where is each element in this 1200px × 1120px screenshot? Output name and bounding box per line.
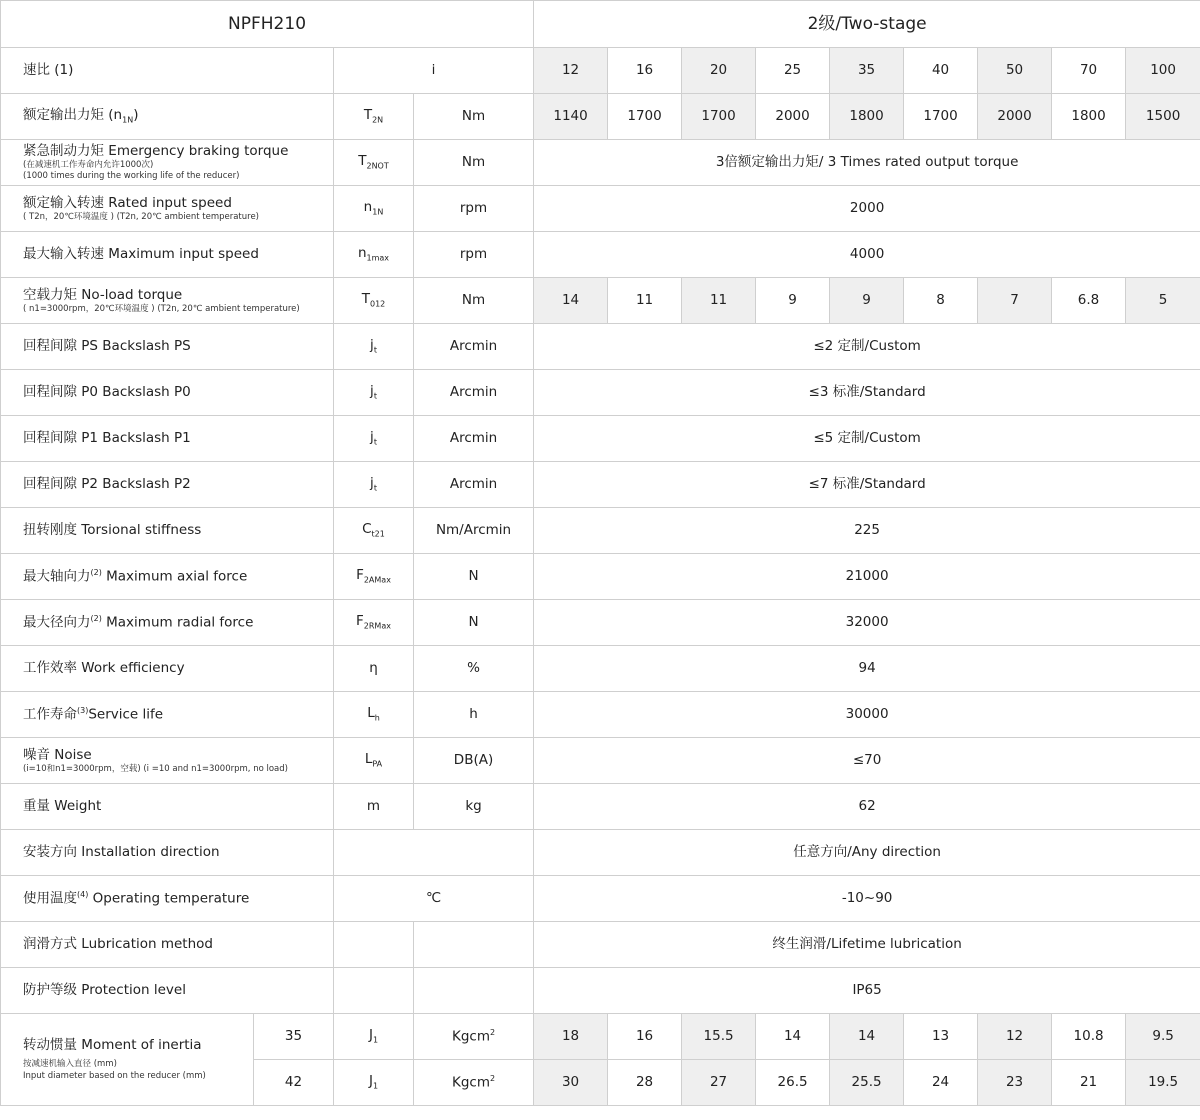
backlash-p0-value: ≤3 标准/Standard	[534, 370, 1200, 416]
ratio-cell: 20	[682, 48, 756, 94]
lubrication-row	[1, 922, 1200, 968]
backlash-ps-symbol: $j_t$	[334, 324, 414, 370]
stiffness-label: 扭转刚度 Torsional stiffness	[1, 508, 334, 554]
noload-cell: 5	[1126, 278, 1200, 324]
backlash-ps-row	[1, 324, 1200, 370]
backlash-p0-unit: Arcmin	[414, 370, 534, 416]
temperature-value: -10~90	[534, 876, 1200, 922]
backlash-p1-symbol: $j_t$	[334, 416, 414, 462]
noload-cell: 9	[756, 278, 830, 324]
noise-row	[1, 738, 1200, 784]
inertia-label: 转动惯量 Moment of inertia 按减速机输入直径 (mm) Input diameter based on the reducer (mm)	[1, 1014, 254, 1106]
inertia-42-cell: 25.5	[830, 1060, 904, 1106]
inertia-35-cell: 13	[904, 1014, 978, 1060]
noload-cell: 6.8	[1052, 278, 1126, 324]
rated-torque-cell: 1800	[1052, 94, 1126, 140]
inertia-35-cell: 18	[534, 1014, 608, 1060]
noise-label: 噪音 Noise (i=10和n1=3000rpm，空载) (i =10 and n1=3000rpm, no load)	[1, 738, 334, 784]
rated-torque-label: 额定输出力矩 $(n_{1N})$	[1, 94, 334, 140]
noise-symbol: $L_{PA}$	[334, 738, 414, 784]
radial-force-label: 最大径向力$^{(2)}$ Maximum radial force	[1, 600, 334, 646]
rated-speed-label: 额定输入转速 Rated input speed ( T2n，20℃环境温度 ) (T2n, 20℃ ambient temperature)	[1, 186, 334, 232]
protection-row	[1, 968, 1200, 1014]
radial-force-row	[1, 600, 1200, 646]
inertia-row-35	[1, 1014, 1200, 1060]
noload-symbol: $T_{012}$	[334, 278, 414, 324]
inertia-42-cell: 27	[682, 1060, 756, 1106]
temperature-unit: ℃	[334, 876, 534, 922]
backlash-p2-row	[1, 462, 1200, 508]
backlash-p2-label: 回程间隙 P2 Backslash P2	[1, 462, 334, 508]
inertia-unit: Kgcm$^2$	[414, 1014, 534, 1060]
ratio-cell: 25	[756, 48, 830, 94]
max-speed-row	[1, 232, 1200, 278]
service-life-unit: h	[414, 692, 534, 738]
emergency-row	[1, 140, 1200, 186]
inertia-unit: Kgcm$^2$	[414, 1060, 534, 1106]
inertia-35-cell: 16	[608, 1014, 682, 1060]
inertia-42-cell: 24	[904, 1060, 978, 1106]
weight-label: 重量 Weight	[1, 784, 334, 830]
emergency-label: 紧急制动力矩 Emergency braking torque (在减速机工作寿命内允许1000次) (1000 times during the working life of the reducer)	[1, 140, 334, 186]
rated-torque-row	[1, 94, 1200, 140]
axial-force-symbol: $F_{2AMax}$	[334, 554, 414, 600]
backlash-p0-label: 回程间隙 P0 Backslash P0	[1, 370, 334, 416]
inertia-symbol: $J_1$	[334, 1014, 414, 1060]
noload-cell: 11	[682, 278, 756, 324]
lubrication-empty-1	[334, 922, 414, 968]
service-life-value: 30000	[534, 692, 1200, 738]
noise-value: ≤70	[534, 738, 1200, 784]
lubrication-label: 润滑方式 Lubrication method	[1, 922, 334, 968]
backlash-ps-unit: Arcmin	[414, 324, 534, 370]
inertia-42-cell: 19.5	[1126, 1060, 1200, 1106]
rated-speed-symbol: $n_{1N}$	[334, 186, 414, 232]
inertia-35-cell: 14	[830, 1014, 904, 1060]
protection-empty-1	[334, 968, 414, 1014]
noload-label: 空载力矩 No-load torque ( n1=3000rpm，20℃环境温度 ) (T2n, 20℃ ambient temperature)	[1, 278, 334, 324]
model-title: NPFH210	[1, 1, 534, 48]
temperature-row	[1, 876, 1200, 922]
service-life-symbol: $L_h$	[334, 692, 414, 738]
axial-force-label: 最大轴向力$^{(2)}$ Maximum axial force	[1, 554, 334, 600]
lubrication-empty-2	[414, 922, 534, 968]
ratio-cell: 16	[608, 48, 682, 94]
inertia-diameter: 35	[254, 1014, 334, 1060]
rated-torque-cell: 1500	[1126, 94, 1200, 140]
rated-torque-cell: 1800	[830, 94, 904, 140]
inertia-42-cell: 21	[1052, 1060, 1126, 1106]
rated-torque-cell: 1700	[682, 94, 756, 140]
rated-torque-cell: 2000	[978, 94, 1052, 140]
installation-label: 安装方向 Installation direction	[1, 830, 334, 876]
noload-cell: 11	[608, 278, 682, 324]
max-speed-unit: rpm	[414, 232, 534, 278]
temperature-label: 使用温度$^{(4)}$ Operating temperature	[1, 876, 334, 922]
inertia-symbol: $J_1$	[334, 1060, 414, 1106]
max-speed-label: 最大输入转速 Maximum input speed	[1, 232, 334, 278]
efficiency-label: 工作效率 Work efficiency	[1, 646, 334, 692]
service-life-row	[1, 692, 1200, 738]
ratio-cell: 12	[534, 48, 608, 94]
header-row	[1, 1, 1200, 48]
service-life-label: 工作寿命$^{(3)}$Service life	[1, 692, 334, 738]
inertia-35-cell: 10.8	[1052, 1014, 1126, 1060]
installation-value: 任意方向/Any direction	[534, 830, 1200, 876]
inertia-35-cell: 12	[978, 1014, 1052, 1060]
backlash-p0-symbol: $j_t$	[334, 370, 414, 416]
stiffness-symbol: $C_{t21}$	[334, 508, 414, 554]
ratio-cell: 50	[978, 48, 1052, 94]
efficiency-unit: %	[414, 646, 534, 692]
ratio-cell: 70	[1052, 48, 1126, 94]
protection-label: 防护等级 Protection level	[1, 968, 334, 1014]
stage-title: 2级/Two-stage	[534, 1, 1200, 48]
rated-torque-cell: 1700	[608, 94, 682, 140]
max-speed-value: 4000	[534, 232, 1200, 278]
backlash-p0-row	[1, 370, 1200, 416]
backlash-p2-unit: Arcmin	[414, 462, 534, 508]
efficiency-value: 94	[534, 646, 1200, 692]
emergency-value: 3倍额定输出力矩/ 3 Times rated output torque	[534, 140, 1200, 186]
noise-unit: DB(A)	[414, 738, 534, 784]
rated-speed-row	[1, 186, 1200, 232]
installation-row	[1, 830, 1200, 876]
backlash-p1-value: ≤5 定制/Custom	[534, 416, 1200, 462]
backlash-ps-value: ≤2 定制/Custom	[534, 324, 1200, 370]
inertia-35-cell: 9.5	[1126, 1014, 1200, 1060]
axial-force-value: 21000	[534, 554, 1200, 600]
weight-symbol: m	[334, 784, 414, 830]
inertia-42-cell: 28	[608, 1060, 682, 1106]
rated-torque-cell: 2000	[756, 94, 830, 140]
inertia-42-cell: 23	[978, 1060, 1052, 1106]
weight-value: 62	[534, 784, 1200, 830]
axial-force-row	[1, 554, 1200, 600]
installation-empty	[334, 830, 534, 876]
ratio-row	[1, 48, 1200, 94]
ratio-cell: 40	[904, 48, 978, 94]
noload-cell: 9	[830, 278, 904, 324]
inertia-35-cell: 15.5	[682, 1014, 756, 1060]
backlash-p2-symbol: $j_t$	[334, 462, 414, 508]
protection-value: IP65	[534, 968, 1200, 1014]
rated-speed-unit: rpm	[414, 186, 534, 232]
ratio-cell: 35	[830, 48, 904, 94]
lubrication-value: 终生润滑/Lifetime lubrication	[534, 922, 1200, 968]
max-speed-symbol: $n_{1max}$	[334, 232, 414, 278]
backlash-ps-label: 回程间隙 PS Backslash PS	[1, 324, 334, 370]
weight-unit: kg	[414, 784, 534, 830]
noload-cell: 7	[978, 278, 1052, 324]
noload-cell: 8	[904, 278, 978, 324]
weight-row	[1, 784, 1200, 830]
ratio-cell: 100	[1126, 48, 1200, 94]
rated-torque-cell: 1140	[534, 94, 608, 140]
rated-torque-unit: Nm	[414, 94, 534, 140]
ratio-label: 速比 (1)	[1, 48, 334, 94]
inertia-42-cell: 26.5	[756, 1060, 830, 1106]
stiffness-value: 225	[534, 508, 1200, 554]
noload-row	[1, 278, 1200, 324]
inertia-35-cell: 14	[756, 1014, 830, 1060]
noload-unit: Nm	[414, 278, 534, 324]
backlash-p1-row	[1, 416, 1200, 462]
protection-empty-2	[414, 968, 534, 1014]
emergency-symbol: $T_{2NOT}$	[334, 140, 414, 186]
efficiency-row	[1, 646, 1200, 692]
rated-speed-value: 2000	[534, 186, 1200, 232]
rated-torque-cell: 1700	[904, 94, 978, 140]
radial-force-value: 32000	[534, 600, 1200, 646]
inertia-diameter: 42	[254, 1060, 334, 1106]
ratio-symbol: i	[334, 48, 534, 94]
rated-torque-symbol: $T_{2N}$	[334, 94, 414, 140]
efficiency-symbol: η	[334, 646, 414, 692]
backlash-p1-unit: Arcmin	[414, 416, 534, 462]
stiffness-unit: Nm/Arcmin	[414, 508, 534, 554]
inertia-42-cell: 30	[534, 1060, 608, 1106]
noload-cell: 14	[534, 278, 608, 324]
backlash-p1-label: 回程间隙 P1 Backslash P1	[1, 416, 334, 462]
stiffness-row	[1, 508, 1200, 554]
emergency-unit: Nm	[414, 140, 534, 186]
backlash-p2-value: ≤7 标准/Standard	[534, 462, 1200, 508]
axial-force-unit: N	[414, 554, 534, 600]
radial-force-unit: N	[414, 600, 534, 646]
radial-force-symbol: $F_{2RMax}$	[334, 600, 414, 646]
